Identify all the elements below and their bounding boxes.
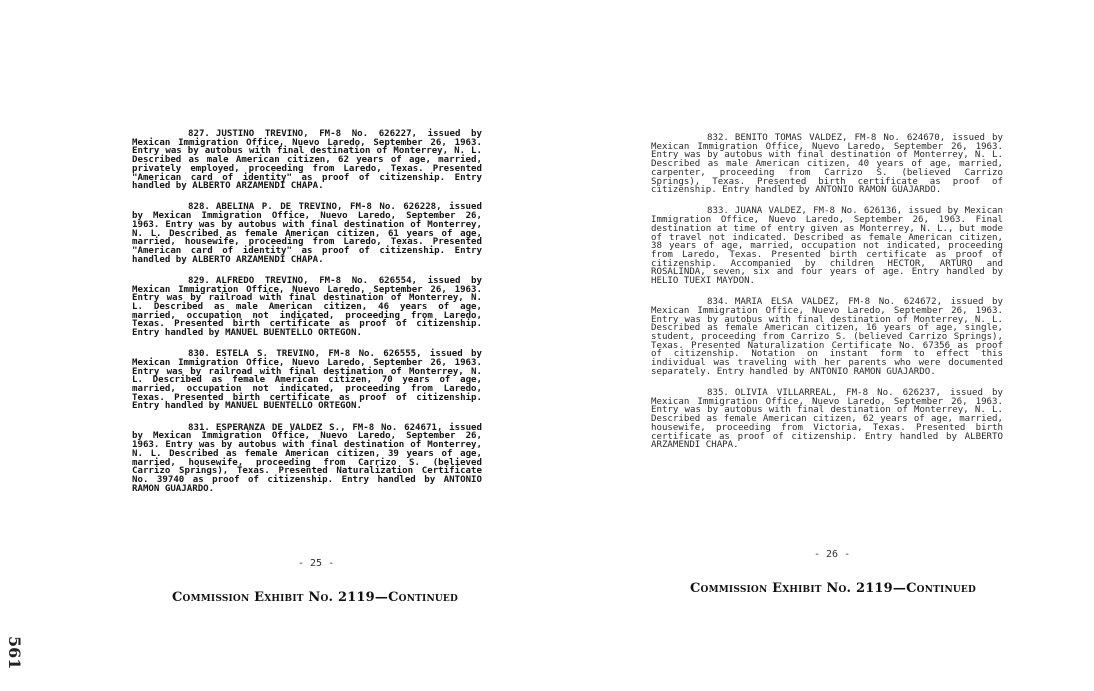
entry-text: ESTELA S. TREVINO, FM-8 No. 626555, issued by Mexican Immigration Office, Nuevo Laredo, September 26, 1963. Entry was by railroad with final destination of Monterrey, N. L. Described as female American citizen, 70 years of age, married, occupation not indicated, proceeding from Laredo, Texas. Presented birth certificate as proof of citizenship. Entry handled by MANUEL BUENTELLO ORTEGON. xyxy=(132,349,482,412)
left-page-body xyxy=(132,130,482,506)
entry-text: JUANA VALDEZ, FM-8 No. 626136, issued by Mexican Immigration Office, Nuevo Laredo, September 26, 1963. Final destination at time of entry given as Monterrey, N. L., but mode of travel not indicated. Described as female American citizen, 38 years of age, married, occupation not indicated, proceeding from Laredo, Texas. Presented birth certificate as proof of citizenship. Accompanied by children HECTOR, ARTURO and ROSALINDA, seven, six and four years of age. Entry handled by HELIO TUEXI MAYDON. xyxy=(651,206,1003,287)
entry-text: MARIA ELSA VALDEZ, FM-8 No. 624672, issued by Mexican Immigration Office, Nuevo Laredo, September 26, 1963. Entry was by autobus with final destination of Monterrey, N. L. Described as female American citizen, 16 years of age, single, student, proceeding from Carrizo S. (believed Carrizo Springs), Texas. Presented Naturalization Certificate No. 67356 as proof of citizenship. Notation on instant form to effect this individual was traveling with her parents who were documented separately. Entry handled by ANTONIO RAMON GUAJARDO. xyxy=(651,297,1003,377)
entry-831: 831. ESPERANZA DE VALDEZ S., FM-8 No. 624671, issued by Mexican Immigration Office, Nuevo Laredo, September 26, 1963. Entry was by autobus with final destination of Monterrey, N. L. Described as female American citizen, 39 years of age, married, housewife, proceeding from Carrizo S. (believed Carrizo Springs), Texas. Presented Naturalization Certificate No. 39740 as proof of citizenship. Entry handled by ANTONIO RAMON GUAJARDO. xyxy=(132,422,482,494)
entry-835: 835. OLIVIA VILLARREAL, FM-8 No. 626237, issued by Mexican Immigration Office, Nuevo Laredo, September 26, 1963. Entry was by autobus with final destination of Monterrey, N. L. Described as female American citizen, 62 years of age, married, housewife, proceeding from Victoria, Texas. Presented birth certificate as proof of citizenship. Entry handled by ALBERTO ARZAMENDI CHAPA. xyxy=(651,388,1003,451)
entry-832: 832. BENITO TOMAS VALDEZ, FM-8 No. 624670, issued by Mexican Immigration Office, Nuevo Laredo, September 26, 1963. Entry was by autobus with final destination of Monterrey, N. L. Described as male American citizen, 40 years of age, married, carpenter, proceeding from Carrizo S. (believed Carrizo Springs), Texas. Presented birth certificate as proof of citizenship. Entry handled by ANTONIO RAMON GUAJARDO. xyxy=(651,133,1003,196)
entry-text: ALFREDO TREVINO, FM-8 No. 626554, issued by Mexican Immigration Office, Nuevo Laredo, September 26, 1963. Entry was by railroad with final destination of Monterrey, N. L. Described as male American citizen, 46 years of age, married, occupation not indicated, proceeding from Laredo, Texas. Presented birth certificate as proof of citizenship. Entry handled by MANUEL BUENTELLO ORTEGON. xyxy=(132,275,482,339)
left-footer-caption: Commission Exhibit No. 2119—Continued xyxy=(172,590,458,605)
entry-830: 830. ESTELA S. TREVINO, FM-8 No. 626555, issued by Mexican Immigration Office, Nuevo Laredo, September 26, 1963. Entry was by railroad with final destination of Monterrey, N. L. Described as female American citizen, 70 years of age, married, occupation not indicated, proceeding from Laredo, Texas. Presented birth certificate as proof of citizenship. Entry handled by MANUEL BUENTELLO ORTEGON. xyxy=(132,349,482,412)
entry-text: ESPERANZA DE VALDEZ S., FM-8 No. 624671, issued by Mexican Immigration Office, Nuevo Laredo, September 26, 1963. Entry was by autobus with final destination of Monterrey, N. L. Described as female American citizen, 39 years of age, married, housewife, proceeding from Carrizo S. (believed Carrizo Springs), Texas. Presented Naturalization Certificate No. 39740 as proof of citizenship. Entry handled by ANTONIO RAMON GUAJARDO. xyxy=(132,422,482,494)
right-page-number: - 26 - xyxy=(814,549,851,560)
right-page-body xyxy=(651,134,1003,463)
entry-833: 833. JUANA VALDEZ, FM-8 No. 626136, issued by Mexican Immigration Office, Nuevo Laredo, September 26, 1963. Final destination at time of entry given as Monterrey, N. L., but mode of travel not indicated. Described as female American citizen, 38 years of age, married, occupation not indicated, proceeding from Laredo, Texas. Presented birth certificate as proof of citizenship. Accompanied by children HECTOR, ARTURO and ROSALINDA, seven, six and four years of age. Entry handled by HELIO TUEXI MAYDON. xyxy=(651,206,1003,287)
entry-text: OLIVIA VILLARREAL, FM-8 No. 626237, issued by Mexican Immigration Office, Nuevo Laredo, September 26, 1963. Entry was by autobus with final destination of Monterrey, N. L. Described as female American citizen, 62 years of age, married, housewife, proceeding from Victoria, Texas. Presented birth certificate as proof of citizenship. Entry handled by ALBERTO ARZAMENDI CHAPA. xyxy=(651,388,1003,451)
entry-828: 828. ABELINA P. DE TREVINO, FM-8 No. 626228, issued by Mexican Immigration Office, Nuevo Laredo, September 26, 1963. Entry was by autobus with final destination of Monterrey, N. L. Described as female American citizen, 61 years of age, married, housewife, proceeding from Laredo, Texas. Presented "American card of identity" as proof of citizenship. Entry handled by ALBERTO ARZAMENDI CHAPA. xyxy=(132,202,482,265)
entry-827: 827. JUSTINO TREVINO, FM-8 No. 626227, issued by Mexican Immigration Office, Nuevo Laredo, September 26, 1963. Entry was by autobus with final destination of Monterrey, N. L. Described as male American citizen, 62 years of age, married, privately employed, proceeding from Laredo, Texas. Presented "American card of identity" as proof of citizenship. Entry handled by ALBERTO ARZAMENDI CHAPA. xyxy=(132,129,482,192)
volume-page-number: 561 xyxy=(5,636,24,670)
entry-829: 829. ALFREDO TREVINO, FM-8 No. 626554, issued by Mexican Immigration Office, Nuevo Laredo, September 26, 1963. Entry was by railroad with final destination of Monterrey, N. L. Described as male American citizen, 46 years of age, married, occupation not indicated, proceeding from Laredo, Texas. Presented birth certificate as proof of citizenship. Entry handled by MANUEL BUENTELLO ORTEGON. xyxy=(132,275,482,339)
entry-text: JUSTINO TREVINO, FM-8 No. 626227, issued by Mexican Immigration Office, Nuevo Laredo, September 26, 1963. Entry was by autobus with final destination of Monterrey, N. L. Described as male American citizen, 62 years of age, married, privately employed, proceeding from Laredo, Texas. Presented "American card of identity" as proof of citizenship. Entry handled by ALBERTO ARZAMENDI CHAPA. xyxy=(132,129,482,192)
right-footer-caption: Commission Exhibit No. 2119—Continued xyxy=(690,581,976,596)
entry-text: BENITO TOMAS VALDEZ, FM-8 No. 624670, issued by Mexican Immigration Office, Nuevo Laredo, September 26, 1963. Entry was by autobus with final destination of Monterrey, N. L. Described as male American citizen, 40 years of age, married, carpenter, proceeding from Carrizo S. (believed Carrizo Springs), Texas. Presented birth certificate as proof of citizenship. Entry handled by ANTONIO RAMON GUAJARDO. xyxy=(651,133,1003,196)
left-page-number: - 25 - xyxy=(298,558,335,569)
entry-text: ABELINA P. DE TREVINO, FM-8 No. 626228, issued by Mexican Immigration Office, Nuevo Laredo, September 26, 1963. Entry was by autobus with final destination of Monterrey, N. L. Described as female American citizen, 61 years of age, married, housewife, proceeding from Laredo, Texas. Presented "American card of identity" as proof of citizenship. Entry handled by ALBERTO ARZAMENDI CHAPA. xyxy=(132,202,482,265)
entry-834: 834. MARIA ELSA VALDEZ, FM-8 No. 624672, issued by Mexican Immigration Office, Nuevo Laredo, September 26, 1963. Entry was by autobus with final destination of Monterrey, N. L. Described as female American citizen, 16 years of age, single, student, proceeding from Carrizo S. (believed Carrizo Springs), Texas. Presented Naturalization Certificate No. 67356 as proof of citizenship. Notation on instant form to effect this individual was traveling with her parents who were documented separately. Entry handled by ANTONIO RAMON GUAJARDO. xyxy=(651,297,1003,377)
